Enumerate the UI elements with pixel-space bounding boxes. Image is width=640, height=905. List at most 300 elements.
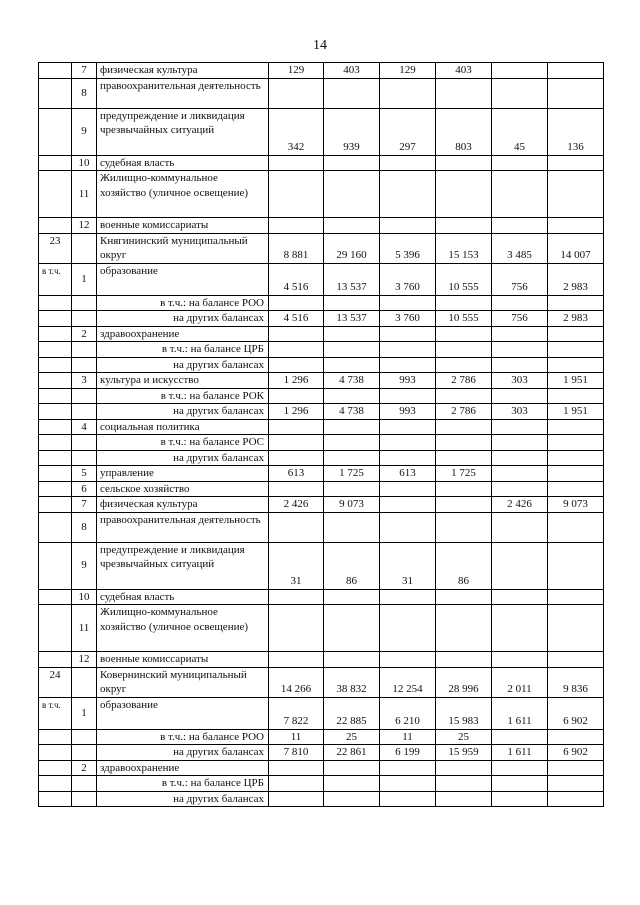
- sub-row: [39, 311, 604, 327]
- value-cell: [548, 326, 604, 342]
- row-label: судебная власть: [97, 589, 269, 605]
- value-cell: [492, 218, 548, 234]
- value-cell: [548, 78, 604, 108]
- district-name: Ковернинский муниципальный округ: [97, 667, 269, 697]
- value-cell: 2 983: [548, 263, 604, 295]
- item-number: 10: [72, 589, 97, 605]
- value-cell: 9 836: [548, 667, 604, 697]
- value-cell: [492, 760, 548, 776]
- value-cell: [380, 155, 436, 171]
- value-cell: 31: [380, 542, 436, 589]
- item-number: [72, 342, 97, 358]
- value-cell: [269, 295, 324, 311]
- table-row: [39, 652, 604, 668]
- table-row: [39, 63, 604, 79]
- value-cell: 756: [492, 263, 548, 295]
- value-cell: [269, 760, 324, 776]
- sub-row: [39, 776, 604, 792]
- item-number: 5: [72, 466, 97, 482]
- value-cell: [436, 481, 492, 497]
- value-cell: [492, 419, 548, 435]
- row-label: предупреждение и ликвидация чрезвычайных ситуаций: [97, 108, 269, 155]
- value-cell: 1 296: [269, 404, 324, 420]
- row-label: на других балансах: [97, 745, 269, 761]
- row-label: предупреждение и ликвидация чрезвычайных ситуаций: [97, 542, 269, 589]
- value-cell: 10 555: [436, 311, 492, 327]
- value-cell: 7 810: [269, 745, 324, 761]
- value-cell: [436, 497, 492, 513]
- group-cell: [39, 295, 72, 311]
- value-cell: [269, 776, 324, 792]
- value-cell: [548, 435, 604, 451]
- group-cell: [39, 155, 72, 171]
- item-number: 12: [72, 652, 97, 668]
- row-label: на других балансах: [97, 450, 269, 466]
- value-cell: [380, 295, 436, 311]
- item-number: 4: [72, 419, 97, 435]
- value-cell: [548, 357, 604, 373]
- value-cell: 129: [380, 63, 436, 79]
- sub-row: [39, 404, 604, 420]
- value-cell: 1 611: [492, 697, 548, 729]
- item-number: 7: [72, 63, 97, 79]
- value-cell: [436, 512, 492, 542]
- value-cell: [436, 342, 492, 358]
- value-cell: [492, 171, 548, 218]
- item-number: [72, 295, 97, 311]
- table-row: [39, 481, 604, 497]
- value-cell: 2 983: [548, 311, 604, 327]
- table-row: [39, 542, 604, 589]
- value-cell: 4 516: [269, 263, 324, 295]
- item-number: 9: [72, 542, 97, 589]
- value-cell: 6 210: [380, 697, 436, 729]
- value-cell: [324, 512, 380, 542]
- value-cell: 129: [269, 63, 324, 79]
- table-row: [39, 589, 604, 605]
- value-cell: [324, 791, 380, 807]
- value-cell: [492, 78, 548, 108]
- value-cell: [436, 450, 492, 466]
- table-row: [39, 466, 604, 482]
- value-cell: 14 266: [269, 667, 324, 697]
- value-cell: 15 983: [436, 697, 492, 729]
- value-cell: [269, 388, 324, 404]
- value-cell: 29 160: [324, 233, 380, 263]
- value-cell: [436, 760, 492, 776]
- sub-row: [39, 791, 604, 807]
- value-cell: [548, 512, 604, 542]
- value-cell: 2 426: [269, 497, 324, 513]
- value-cell: [269, 171, 324, 218]
- row-label: судебная власть: [97, 155, 269, 171]
- item-number: [72, 791, 97, 807]
- group-cell: [39, 63, 72, 79]
- table-row: [39, 326, 604, 342]
- value-cell: [436, 605, 492, 652]
- value-cell: [548, 295, 604, 311]
- group-cell: [39, 419, 72, 435]
- value-cell: [548, 542, 604, 589]
- item-number: 1: [72, 263, 97, 295]
- item-number: [72, 311, 97, 327]
- item-number: 11: [72, 605, 97, 652]
- district-number: 23: [39, 233, 72, 263]
- row-label: на других балансах: [97, 311, 269, 327]
- row-label: физическая культура: [97, 63, 269, 79]
- group-cell: [39, 791, 72, 807]
- group-cell: [39, 466, 72, 482]
- group-cell: [39, 481, 72, 497]
- value-cell: [380, 419, 436, 435]
- value-cell: [548, 342, 604, 358]
- item-number: 3: [72, 373, 97, 389]
- value-cell: [269, 791, 324, 807]
- value-cell: [324, 342, 380, 358]
- value-cell: [548, 155, 604, 171]
- item-number: 1: [72, 697, 97, 729]
- value-cell: [380, 357, 436, 373]
- group-cell: [39, 388, 72, 404]
- value-cell: [548, 760, 604, 776]
- group-cell: [39, 729, 72, 745]
- budget-table: [38, 62, 604, 807]
- value-cell: [492, 388, 548, 404]
- sub-row: [39, 450, 604, 466]
- row-label: социальная политика: [97, 419, 269, 435]
- group-cell: [39, 652, 72, 668]
- value-cell: 939: [324, 108, 380, 155]
- value-cell: 4 738: [324, 404, 380, 420]
- value-cell: 1 611: [492, 745, 548, 761]
- row-label: в т.ч.: на балансе ЦРБ: [97, 776, 269, 792]
- value-cell: [492, 155, 548, 171]
- table-row: [39, 497, 604, 513]
- value-cell: 303: [492, 404, 548, 420]
- value-cell: 86: [436, 542, 492, 589]
- value-cell: [269, 419, 324, 435]
- group-cell: [39, 311, 72, 327]
- item-number: [72, 450, 97, 466]
- value-cell: 31: [269, 542, 324, 589]
- value-cell: [324, 589, 380, 605]
- value-cell: [380, 171, 436, 218]
- value-cell: 342: [269, 108, 324, 155]
- value-cell: [269, 78, 324, 108]
- item-number: [72, 388, 97, 404]
- value-cell: [436, 171, 492, 218]
- value-cell: [436, 295, 492, 311]
- value-cell: [380, 497, 436, 513]
- value-cell: [548, 388, 604, 404]
- value-cell: [380, 652, 436, 668]
- value-cell: [324, 295, 380, 311]
- value-cell: [548, 729, 604, 745]
- value-cell: [492, 791, 548, 807]
- value-cell: 15 153: [436, 233, 492, 263]
- value-cell: [380, 388, 436, 404]
- value-cell: [548, 776, 604, 792]
- table-row: [39, 373, 604, 389]
- value-cell: 2 786: [436, 373, 492, 389]
- value-cell: 1 296: [269, 373, 324, 389]
- value-cell: [436, 652, 492, 668]
- value-cell: [548, 171, 604, 218]
- value-cell: [436, 155, 492, 171]
- value-cell: 6 199: [380, 745, 436, 761]
- group-cell: [39, 512, 72, 542]
- value-cell: 3 485: [492, 233, 548, 263]
- value-cell: [548, 652, 604, 668]
- value-cell: [324, 760, 380, 776]
- item-number: 11: [72, 171, 97, 218]
- value-cell: 9 073: [548, 497, 604, 513]
- group-cell: [39, 108, 72, 155]
- value-cell: 803: [436, 108, 492, 155]
- row-label: военные комиссариаты: [97, 218, 269, 234]
- table-row: [39, 605, 604, 652]
- sub-row: [39, 729, 604, 745]
- value-cell: 756: [492, 311, 548, 327]
- row-label: в т.ч.: на балансе ЦРБ: [97, 342, 269, 358]
- row-label: управление: [97, 466, 269, 482]
- table-row: [39, 78, 604, 108]
- row-label: здравоохранение: [97, 326, 269, 342]
- value-cell: 297: [380, 108, 436, 155]
- value-cell: [269, 652, 324, 668]
- value-cell: 403: [324, 63, 380, 79]
- value-cell: 993: [380, 373, 436, 389]
- value-cell: 14 007: [548, 233, 604, 263]
- value-cell: [380, 326, 436, 342]
- value-cell: 45: [492, 108, 548, 155]
- value-cell: [269, 218, 324, 234]
- item-number: [72, 233, 97, 263]
- value-cell: 136: [548, 108, 604, 155]
- value-cell: 25: [436, 729, 492, 745]
- value-cell: [492, 605, 548, 652]
- value-cell: [492, 466, 548, 482]
- value-cell: 7 822: [269, 697, 324, 729]
- value-cell: 613: [380, 466, 436, 482]
- value-cell: [324, 171, 380, 218]
- value-cell: [492, 776, 548, 792]
- value-cell: 1 725: [436, 466, 492, 482]
- row-label: в т.ч.: на балансе РОО: [97, 295, 269, 311]
- item-number: 9: [72, 108, 97, 155]
- value-cell: [548, 466, 604, 482]
- sub-row: [39, 435, 604, 451]
- table-row: [39, 171, 604, 218]
- value-cell: [380, 605, 436, 652]
- value-cell: 22 861: [324, 745, 380, 761]
- value-cell: 86: [324, 542, 380, 589]
- item-number: 12: [72, 218, 97, 234]
- value-cell: [380, 760, 436, 776]
- value-cell: [492, 589, 548, 605]
- group-cell: [39, 450, 72, 466]
- row-label: в т.ч.: на балансе РОС: [97, 435, 269, 451]
- value-cell: [269, 512, 324, 542]
- value-cell: 3 760: [380, 263, 436, 295]
- page-number: 14: [313, 38, 327, 53]
- district-number: 24: [39, 667, 72, 697]
- value-cell: [269, 605, 324, 652]
- table-row: [39, 512, 604, 542]
- table-row: [39, 218, 604, 234]
- table-row: [39, 419, 604, 435]
- row-label: правоохранительная деятельность: [97, 78, 269, 108]
- value-cell: [492, 652, 548, 668]
- value-cell: [324, 481, 380, 497]
- value-cell: 9 073: [324, 497, 380, 513]
- value-cell: [324, 78, 380, 108]
- value-cell: 993: [380, 404, 436, 420]
- group-cell: [39, 342, 72, 358]
- value-cell: [492, 63, 548, 79]
- item-number: [72, 357, 97, 373]
- group-cell: [39, 218, 72, 234]
- value-cell: 11: [269, 729, 324, 745]
- value-cell: [436, 589, 492, 605]
- district-row: [39, 233, 604, 263]
- value-cell: [324, 326, 380, 342]
- value-cell: 403: [436, 63, 492, 79]
- value-cell: 6 902: [548, 697, 604, 729]
- sub-row: [39, 357, 604, 373]
- row-label: здравоохранение: [97, 760, 269, 776]
- value-cell: 4 738: [324, 373, 380, 389]
- item-number: [72, 745, 97, 761]
- value-cell: [492, 512, 548, 542]
- value-cell: 4 516: [269, 311, 324, 327]
- value-cell: 38 832: [324, 667, 380, 697]
- value-cell: [269, 435, 324, 451]
- value-cell: [324, 435, 380, 451]
- item-number: 7: [72, 497, 97, 513]
- row-label: военные комиссариаты: [97, 652, 269, 668]
- value-cell: 15 959: [436, 745, 492, 761]
- value-cell: [436, 326, 492, 342]
- group-cell: [39, 776, 72, 792]
- district-name: Княгининский муниципальный округ: [97, 233, 269, 263]
- item-number: [72, 435, 97, 451]
- value-cell: [548, 419, 604, 435]
- item-number: [72, 667, 97, 697]
- value-cell: [269, 326, 324, 342]
- value-cell: [436, 435, 492, 451]
- value-cell: [548, 450, 604, 466]
- group-cell: в т.ч.: [39, 263, 72, 295]
- value-cell: [492, 357, 548, 373]
- value-cell: 2 011: [492, 667, 548, 697]
- value-cell: [380, 342, 436, 358]
- sub-row: [39, 745, 604, 761]
- group-cell: [39, 589, 72, 605]
- item-number: 2: [72, 760, 97, 776]
- district-row: [39, 667, 604, 697]
- value-cell: [436, 388, 492, 404]
- value-cell: [269, 589, 324, 605]
- value-cell: 10 555: [436, 263, 492, 295]
- sub-row: [39, 388, 604, 404]
- value-cell: 28 996: [436, 667, 492, 697]
- value-cell: [380, 450, 436, 466]
- table-row: [39, 108, 604, 155]
- value-cell: [269, 481, 324, 497]
- value-cell: 2 786: [436, 404, 492, 420]
- value-cell: 8 881: [269, 233, 324, 263]
- value-cell: [436, 218, 492, 234]
- value-cell: [548, 589, 604, 605]
- group-cell: в т.ч.: [39, 697, 72, 729]
- table-row: [39, 760, 604, 776]
- value-cell: [436, 791, 492, 807]
- item-number: 8: [72, 78, 97, 108]
- value-cell: 13 537: [324, 311, 380, 327]
- table-body: [39, 63, 604, 807]
- value-cell: [324, 218, 380, 234]
- value-cell: [492, 295, 548, 311]
- value-cell: 3 760: [380, 311, 436, 327]
- value-cell: 1 725: [324, 466, 380, 482]
- value-cell: [380, 481, 436, 497]
- group-cell: [39, 171, 72, 218]
- value-cell: 6 902: [548, 745, 604, 761]
- value-cell: 25: [324, 729, 380, 745]
- group-cell: [39, 326, 72, 342]
- group-cell: [39, 78, 72, 108]
- value-cell: [548, 791, 604, 807]
- value-cell: 13 537: [324, 263, 380, 295]
- group-cell: [39, 745, 72, 761]
- value-cell: [380, 218, 436, 234]
- value-cell: 22 885: [324, 697, 380, 729]
- group-cell: [39, 373, 72, 389]
- row-label: правоохранительная деятельность: [97, 512, 269, 542]
- value-cell: 1 951: [548, 373, 604, 389]
- value-cell: [324, 388, 380, 404]
- row-label: сельское хозяйство: [97, 481, 269, 497]
- value-cell: [548, 605, 604, 652]
- value-cell: [269, 357, 324, 373]
- row-label: в т.ч.: на балансе РОО: [97, 729, 269, 745]
- row-label: образование: [97, 697, 269, 729]
- group-cell: [39, 435, 72, 451]
- value-cell: [380, 791, 436, 807]
- table-row: [39, 263, 604, 295]
- row-label: Жилищно-коммунальное хозяйство (уличное освещение): [97, 171, 269, 218]
- value-cell: [492, 481, 548, 497]
- row-label: на других балансах: [97, 791, 269, 807]
- item-number: 2: [72, 326, 97, 342]
- value-cell: [324, 652, 380, 668]
- value-cell: [324, 776, 380, 792]
- value-cell: [324, 605, 380, 652]
- row-label: Жилищно-коммунальное хозяйство (уличное освещение): [97, 605, 269, 652]
- value-cell: 2 426: [492, 497, 548, 513]
- value-cell: [324, 155, 380, 171]
- group-cell: [39, 497, 72, 513]
- value-cell: [380, 776, 436, 792]
- item-number: [72, 729, 97, 745]
- value-cell: [269, 155, 324, 171]
- value-cell: 303: [492, 373, 548, 389]
- value-cell: [492, 435, 548, 451]
- group-cell: [39, 404, 72, 420]
- value-cell: [324, 450, 380, 466]
- value-cell: [380, 589, 436, 605]
